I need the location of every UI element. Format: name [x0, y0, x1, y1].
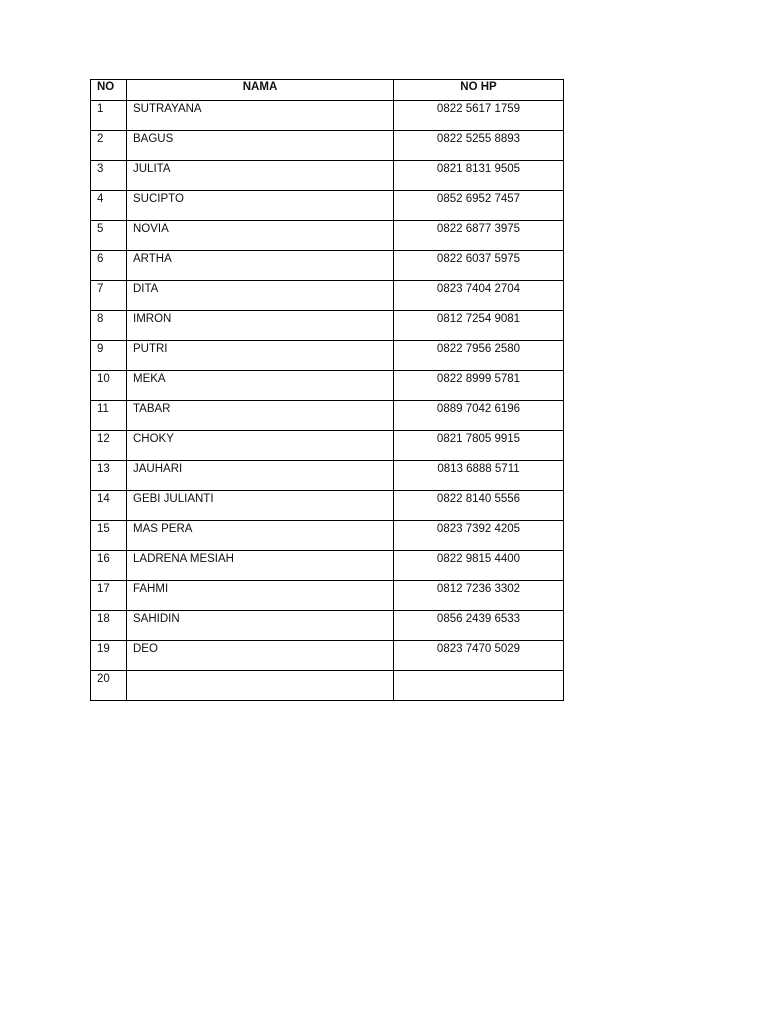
cell-no: 8: [91, 311, 127, 341]
table-row: [91, 641, 564, 671]
cell-nama: PUTRI: [127, 341, 394, 371]
cell-no: 11: [91, 401, 127, 431]
header-row: [91, 80, 564, 101]
header-nama: NAMA: [127, 80, 394, 101]
cell-nama: BAGUS: [127, 131, 394, 161]
cell-no-hp: 0821 7805 9915: [394, 431, 564, 461]
cell-nama: JAUHARI: [127, 461, 394, 491]
cell-no-hp: 0822 5255 8893: [394, 131, 564, 161]
table-row: [91, 521, 564, 551]
cell-no-hp: 0821 8131 9505: [394, 161, 564, 191]
cell-no-hp: 0823 7392 4205: [394, 521, 564, 551]
cell-nama: FAHMI: [127, 581, 394, 611]
cell-nama: CHOKY: [127, 431, 394, 461]
cell-no-hp: [394, 671, 564, 701]
cell-nama: ARTHA: [127, 251, 394, 281]
cell-nama: DITA: [127, 281, 394, 311]
table-row: [91, 221, 564, 251]
cell-nama: TABAR: [127, 401, 394, 431]
table-row: [91, 191, 564, 221]
header-no-hp: NO HP: [394, 80, 564, 101]
table-row: [91, 401, 564, 431]
cell-no-hp: 0822 5617 1759: [394, 101, 564, 131]
cell-no: 2: [91, 131, 127, 161]
cell-no-hp: 0822 9815 4400: [394, 551, 564, 581]
table-header: [91, 80, 564, 101]
cell-no: 4: [91, 191, 127, 221]
cell-no-hp: 0852 6952 7457: [394, 191, 564, 221]
table-row: [91, 431, 564, 461]
cell-no: 16: [91, 551, 127, 581]
cell-no: 3: [91, 161, 127, 191]
table-row: [91, 311, 564, 341]
cell-no: 20: [91, 671, 127, 701]
cell-no: 17: [91, 581, 127, 611]
cell-nama: NOVIA: [127, 221, 394, 251]
cell-no: 10: [91, 371, 127, 401]
cell-no-hp: 0823 7470 5029: [394, 641, 564, 671]
table-row: [91, 491, 564, 521]
cell-no-hp: 0889 7042 6196: [394, 401, 564, 431]
cell-no-hp: 0822 8999 5781: [394, 371, 564, 401]
cell-no-hp: 0822 6877 3975: [394, 221, 564, 251]
table-row: [91, 671, 564, 701]
table-row: [91, 161, 564, 191]
cell-nama: SAHIDIN: [127, 611, 394, 641]
cell-no-hp: 0822 7956 2580: [394, 341, 564, 371]
cell-no: 13: [91, 461, 127, 491]
cell-no-hp: 0822 8140 5556: [394, 491, 564, 521]
table-row: [91, 281, 564, 311]
contact-table: [90, 79, 564, 701]
cell-nama: [127, 671, 394, 701]
cell-no: 9: [91, 341, 127, 371]
cell-no: 19: [91, 641, 127, 671]
cell-nama: DEO: [127, 641, 394, 671]
table-row: [91, 341, 564, 371]
cell-nama: SUCIPTO: [127, 191, 394, 221]
table-row: [91, 551, 564, 581]
cell-nama: JULITA: [127, 161, 394, 191]
cell-no: 1: [91, 101, 127, 131]
cell-no-hp: 0823 7404 2704: [394, 281, 564, 311]
cell-nama: MEKA: [127, 371, 394, 401]
cell-nama: MAS PERA: [127, 521, 394, 551]
cell-no-hp: 0812 7254 9081: [394, 311, 564, 341]
cell-no: 12: [91, 431, 127, 461]
cell-no-hp: 0812 7236 3302: [394, 581, 564, 611]
table-row: [91, 101, 564, 131]
cell-no-hp: 0856 2439 6533: [394, 611, 564, 641]
table-row: [91, 581, 564, 611]
cell-no: 14: [91, 491, 127, 521]
cell-no: 6: [91, 251, 127, 281]
table-row: [91, 461, 564, 491]
table-body: [91, 101, 564, 701]
cell-no: 18: [91, 611, 127, 641]
cell-no: 15: [91, 521, 127, 551]
table-row: [91, 371, 564, 401]
cell-nama: SUTRAYANA: [127, 101, 394, 131]
table-row: [91, 131, 564, 161]
cell-no: 7: [91, 281, 127, 311]
cell-nama: GEBI JULIANTI: [127, 491, 394, 521]
cell-no-hp: 0822 6037 5975: [394, 251, 564, 281]
cell-nama: IMRON: [127, 311, 394, 341]
table-row: [91, 611, 564, 641]
table-row: [91, 251, 564, 281]
header-no: NO: [91, 80, 127, 101]
cell-no: 5: [91, 221, 127, 251]
cell-no-hp: 0813 6888 5711: [394, 461, 564, 491]
cell-nama: LADRENA MESIAH: [127, 551, 394, 581]
